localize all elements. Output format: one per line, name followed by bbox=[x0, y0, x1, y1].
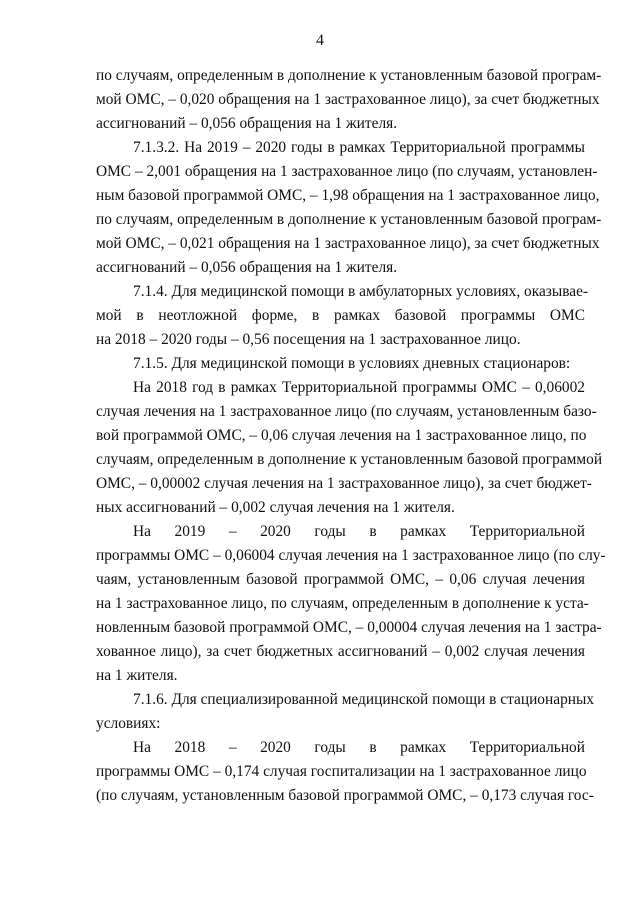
text-line: хованное лицо), за счет бюджетных ассигнований – 0,002 случая лечения bbox=[96, 643, 585, 660]
text-line: ОМС – 2,001 обращения на 1 застрахованное лицо (по случаям, установлен- bbox=[96, 163, 598, 180]
paragraph-start-line: 7.1.3.2. На 2019 – 2020 годы в рамках Территориальной программы bbox=[133, 139, 585, 156]
text-line: ным базовой программой ОМС, – 1,98 обращения на 1 застрахованное лицо, bbox=[96, 187, 600, 204]
text-line: случаям, определенным в дополнение к установленным базовой программой bbox=[96, 451, 603, 468]
page-number: 4 bbox=[316, 32, 324, 49]
text-line: мой ОМС, – 0,021 обращения на 1 застрахованное лицо), за счет бюджетных bbox=[96, 235, 600, 252]
paragraph-start-line: На 2019 – 2020 годы в рамках Территориальной bbox=[133, 523, 585, 540]
text-line: на 1 застрахованное лицо, по случаям, определенным в дополнение к уста- bbox=[96, 595, 589, 612]
text-line: по случаям, определенным в дополнение к установленным базовой програм- bbox=[96, 211, 602, 228]
text-line: на 1 жителя. bbox=[96, 667, 178, 684]
text-line: случая лечения на 1 застрахованное лицо (по случаям, установленным базо- bbox=[96, 403, 597, 420]
text-line: программы ОМС – 0,06004 случая лечения на 1 застрахованное лицо (по слу- bbox=[96, 547, 606, 564]
paragraph-start-line: 7.1.5. Для медицинской помощи в условиях дневных стационаров: bbox=[133, 355, 571, 372]
text-line: ных ассигнований – 0,002 случая лечения на 1 жителя. bbox=[96, 499, 455, 516]
text-line: ассигнований – 0,056 обращения на 1 жителя. bbox=[96, 259, 398, 276]
paragraph-start-line: На 2018 – 2020 годы в рамках Территориальной bbox=[133, 739, 585, 756]
text-line: мой ОМС, – 0,020 обращения на 1 застрахованное лицо), за счет бюджетных bbox=[96, 91, 600, 108]
paragraph-start-line: На 2018 год в рамках Территориальной программы ОМС – 0,06002 bbox=[133, 379, 585, 396]
text-line: ассигнований – 0,056 обращения на 1 жителя. bbox=[96, 115, 398, 132]
text-line: вой программой ОМС, – 0,06 случая лечения на 1 застрахованное лицо, по bbox=[96, 427, 587, 444]
text-line: мой в неотложной форме, в рамках базовой программы ОМС bbox=[96, 307, 585, 324]
text-line: (по случаям, установленным базовой программой ОМС, – 0,173 случая гос- bbox=[96, 787, 594, 804]
text-line: на 2018 – 2020 годы – 0,56 посещения на 1 застрахованное лицо. bbox=[96, 331, 521, 348]
text-line: по случаям, определенным в дополнение к установленным базовой програм- bbox=[96, 67, 602, 84]
text-line: новленным базовой программой ОМС, – 0,00004 случая лечения на 1 застра- bbox=[96, 619, 602, 636]
paragraph-start-line: 7.1.6. Для специализированной медицинской помощи в стационарных bbox=[133, 691, 595, 708]
text-line: программы ОМС – 0,174 случая госпитализации на 1 застрахованное лицо bbox=[96, 763, 587, 780]
text-line: условиях: bbox=[96, 715, 161, 732]
paragraph-start-line: 7.1.4. Для медицинской помощи в амбулаторных условиях, оказывае- bbox=[133, 283, 589, 300]
text-line: ОМС, – 0,00002 случая лечения на 1 застрахованное лицо), за счет бюджет- bbox=[96, 475, 592, 492]
text-line: чаям, установленным базовой программой ОМС, – 0,06 случая лечения bbox=[96, 571, 585, 588]
